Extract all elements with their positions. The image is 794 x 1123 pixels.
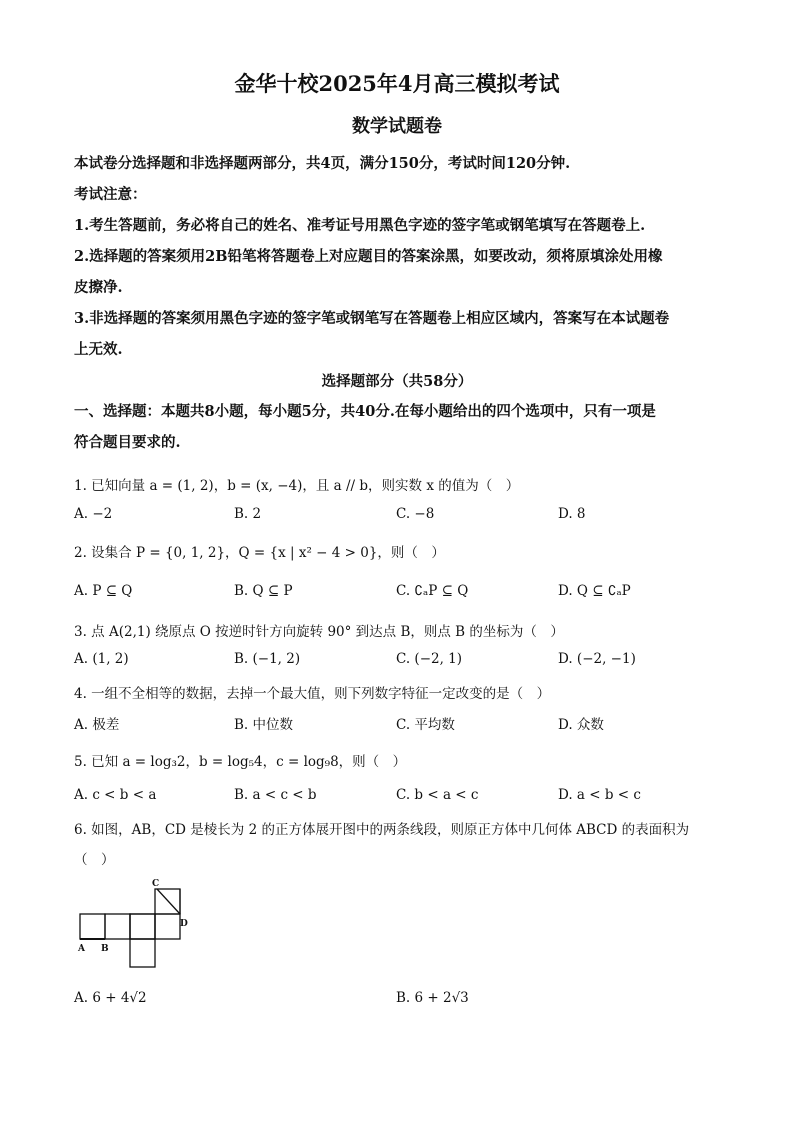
question-3-stem: 3. 点 A(2,1) 绕原点 O 按逆时针方向旋转 90° 到达点 B，则点 B 的坐标为（ ） bbox=[74, 624, 564, 640]
question-5-stem: 5. 已知 a = log₃2，b = log₅4，c = log₉8，则（ ） bbox=[74, 754, 407, 770]
q5-option-d: D. a < b < c bbox=[558, 787, 641, 803]
q2-option-b: B. Q ⊆ P bbox=[234, 583, 293, 599]
net-square bbox=[80, 914, 105, 939]
q5-option-b: B. a < c < b bbox=[234, 787, 317, 803]
net-square bbox=[130, 914, 155, 939]
question-6-stem-line2: （ ） bbox=[74, 852, 115, 868]
q3-option-d: D. (−2, −1) bbox=[558, 651, 636, 667]
q2-option-c: C. ∁ₐP ⊆ Q bbox=[396, 583, 469, 599]
notice-heading: 考试注意： bbox=[74, 186, 147, 203]
q4-option-d: D. 众数 bbox=[558, 717, 604, 733]
q5-option-c: C. b < a < c bbox=[396, 787, 479, 803]
q2-option-a: A. P ⊆ Q bbox=[74, 583, 133, 599]
q3-option-a: A. (1, 2) bbox=[74, 651, 129, 667]
notice-3-line1: 3.非选择题的答案须用黑色字迹的签字笔或钢笔写在答题卷上相应区域内，答案写在本试题卷 bbox=[74, 310, 670, 327]
part1-line2: 符合题目要求的. bbox=[74, 434, 181, 451]
q5-option-a: A. c < b < a bbox=[74, 787, 157, 803]
q4-option-c: C. 平均数 bbox=[396, 717, 455, 733]
notice-2-line1: 2.选择题的答案须用2B铅笔将答题卷上对应题目的答案涂黑，如要改动，须将原填涂处用橡 bbox=[74, 248, 663, 265]
notice-2-line2: 皮擦净. bbox=[74, 279, 123, 296]
net-square bbox=[130, 914, 155, 939]
notice-3-line2: 上无效. bbox=[74, 341, 123, 358]
label-d: D bbox=[180, 919, 188, 929]
question-1-stem: 1. 已知向量 a = (1, 2)，b = (x, −4)，且 a // b，则实数 x 的值为（ ） bbox=[74, 478, 520, 494]
label-c: C bbox=[152, 879, 160, 889]
q4-option-b: B. 中位数 bbox=[234, 717, 294, 733]
q1-option-c: C. −8 bbox=[396, 506, 435, 522]
q6-option-a: A. 6 + 4√2 bbox=[74, 990, 147, 1006]
part1-line1: 一、选择题：本题共8小题，每小题5分，共40分.在每小题给出的四个选项中，只有一项是 bbox=[74, 403, 656, 420]
notice-1: 1.考生答题前，务必将自己的姓名、准考证号用黑色字迹的签字笔或钢笔填写在答题卷上. bbox=[74, 217, 646, 234]
net-square bbox=[155, 914, 180, 939]
page-subtitle: 数学试题卷 bbox=[352, 116, 442, 137]
section-heading: 选择题部分（共58分） bbox=[321, 373, 473, 390]
question-2-stem: 2. 设集合 P = {0, 1, 2}，Q = {x | x² − 4 > 0}，则（ ） bbox=[74, 545, 445, 561]
q3-option-c: C. (−2, 1) bbox=[396, 651, 463, 667]
page-title: 金华十校2025年4月高三模拟考试 bbox=[234, 71, 560, 96]
intro-text: 本试卷分选择题和非选择题两部分，共4页，满分150分，考试时间120分钟. bbox=[74, 155, 571, 172]
net-square bbox=[105, 914, 130, 939]
q4-option-a: A. 极差 bbox=[74, 717, 120, 733]
label-a: A bbox=[78, 944, 85, 954]
question-6-stem-line1: 6. 如图，AB，CD 是棱长为 2 的正方体展开图中的两条线段，则原正方体中几何体 ABCD 的表面积为 bbox=[74, 822, 690, 838]
q3-option-b: B. (−1, 2) bbox=[234, 651, 301, 667]
segment-cd bbox=[157, 889, 180, 914]
q2-option-d: D. Q ⊆ ∁ₐP bbox=[558, 583, 631, 599]
q6-option-b: B. 6 + 2√3 bbox=[396, 990, 469, 1006]
q1-option-b: B. 2 bbox=[234, 506, 262, 522]
question-4-stem: 4. 一组不全相等的数据，去掉一个最大值，则下列数字特征一定改变的是（ ） bbox=[74, 686, 551, 702]
label-b: B bbox=[101, 944, 109, 954]
cube-net-figure bbox=[72, 876, 196, 976]
net-square bbox=[130, 939, 155, 967]
q1-option-d: D. 8 bbox=[558, 506, 586, 522]
q1-option-a: A. −2 bbox=[74, 506, 113, 522]
